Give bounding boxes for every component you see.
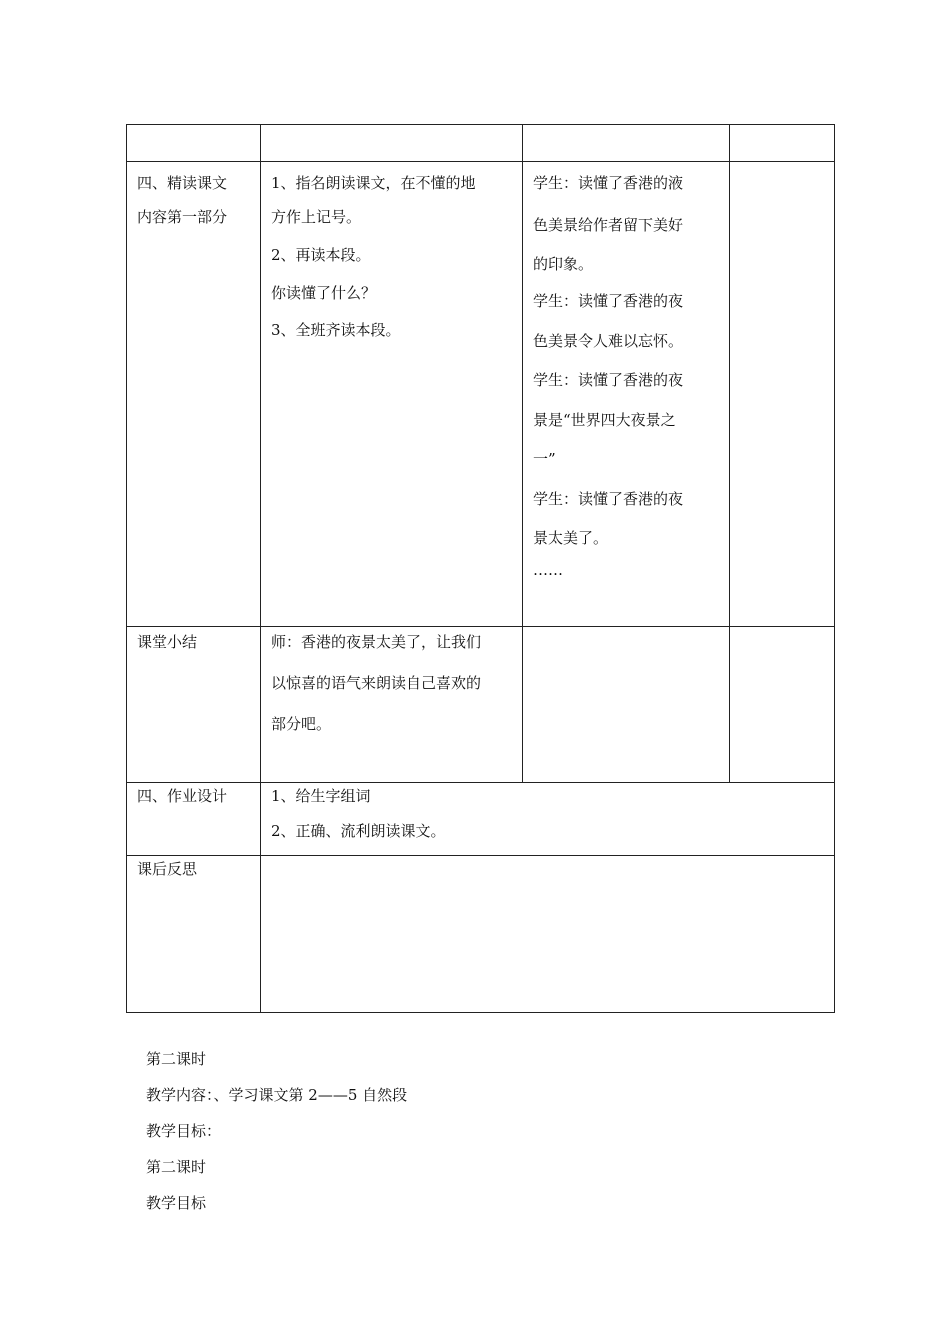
empty-cell (261, 125, 523, 162)
student-line: 的印象。 (533, 255, 594, 273)
table-header-row (127, 125, 835, 162)
teacher-line: 部分吧。 (271, 715, 332, 733)
section-label-cell (127, 856, 261, 1013)
lesson-plan-table (126, 124, 835, 1013)
footer-line: 第二课时 (146, 1050, 207, 1068)
reflection-cell (261, 856, 835, 1013)
empty-cell (523, 125, 730, 162)
teacher-activity-cell (261, 627, 523, 783)
section-label-cell (127, 162, 261, 627)
section-label-line: 内容第一部分 (137, 208, 228, 226)
section-label-cell (127, 627, 261, 783)
empty-cell (730, 125, 835, 162)
section-label-line: 四、作业设计 (137, 787, 228, 805)
table-row-read-section (127, 162, 835, 627)
teacher-line: 你读懂了什么？ (271, 284, 377, 302)
student-line: 景太美了。 (533, 529, 609, 547)
teacher-line: 方作上记号。 (271, 208, 362, 226)
teacher-activity-cell (261, 162, 523, 627)
student-line: 学生：读懂了香港的液 (533, 174, 684, 192)
student-line: 学生：读懂了香港的夜 (533, 292, 684, 310)
empty-cell (127, 125, 261, 162)
student-line: 色美景令人难以忘怀。 (533, 332, 684, 350)
empty-cell (730, 627, 835, 783)
empty-cell (523, 627, 730, 783)
footer-line: 教学目标： (146, 1122, 222, 1140)
teacher-line: 2、再读本段。 (271, 246, 371, 264)
section-label-line: 课后反思 (137, 860, 198, 878)
student-line: 学生：读懂了香港的夜 (533, 371, 684, 389)
student-line: 一” (533, 450, 556, 468)
homework-cell (261, 783, 835, 856)
footer-line: 教学目标 (146, 1194, 207, 1212)
footer-line: 教学内容：、学习课文第 2——5 自然段 (146, 1086, 408, 1104)
ellipsis-text: …… (533, 561, 563, 579)
footer-line: 第二课时 (146, 1158, 207, 1176)
table-row-summary (127, 627, 835, 783)
student-activity-cell (523, 162, 730, 627)
empty-cell (730, 162, 835, 627)
teacher-line: 以惊喜的语气来朗读自己喜欢的 (271, 674, 482, 692)
teacher-line: 师：香港的夜景太美了，让我们 (271, 633, 482, 651)
section-label-cell (127, 783, 261, 856)
homework-item: 2、正确、流利朗读课文。 (271, 822, 446, 840)
student-line: 景是“世界四大夜景之 (533, 411, 676, 429)
section-label-line: 课堂小结 (137, 633, 198, 651)
teacher-line: 1、指名朗读课文，在不懂的地 (271, 174, 476, 192)
student-line: 学生：读懂了香港的夜 (533, 490, 684, 508)
table-row-homework (127, 783, 835, 856)
teacher-line: 3、全班齐读本段。 (271, 321, 401, 339)
section-label-line: 四、精读课文 (137, 174, 228, 192)
table-row-reflection (127, 856, 835, 1013)
homework-item: 1、给生字组词 (271, 787, 371, 805)
student-line: 色美景给作者留下美好 (533, 216, 684, 234)
footer-text-block (146, 1041, 407, 1221)
